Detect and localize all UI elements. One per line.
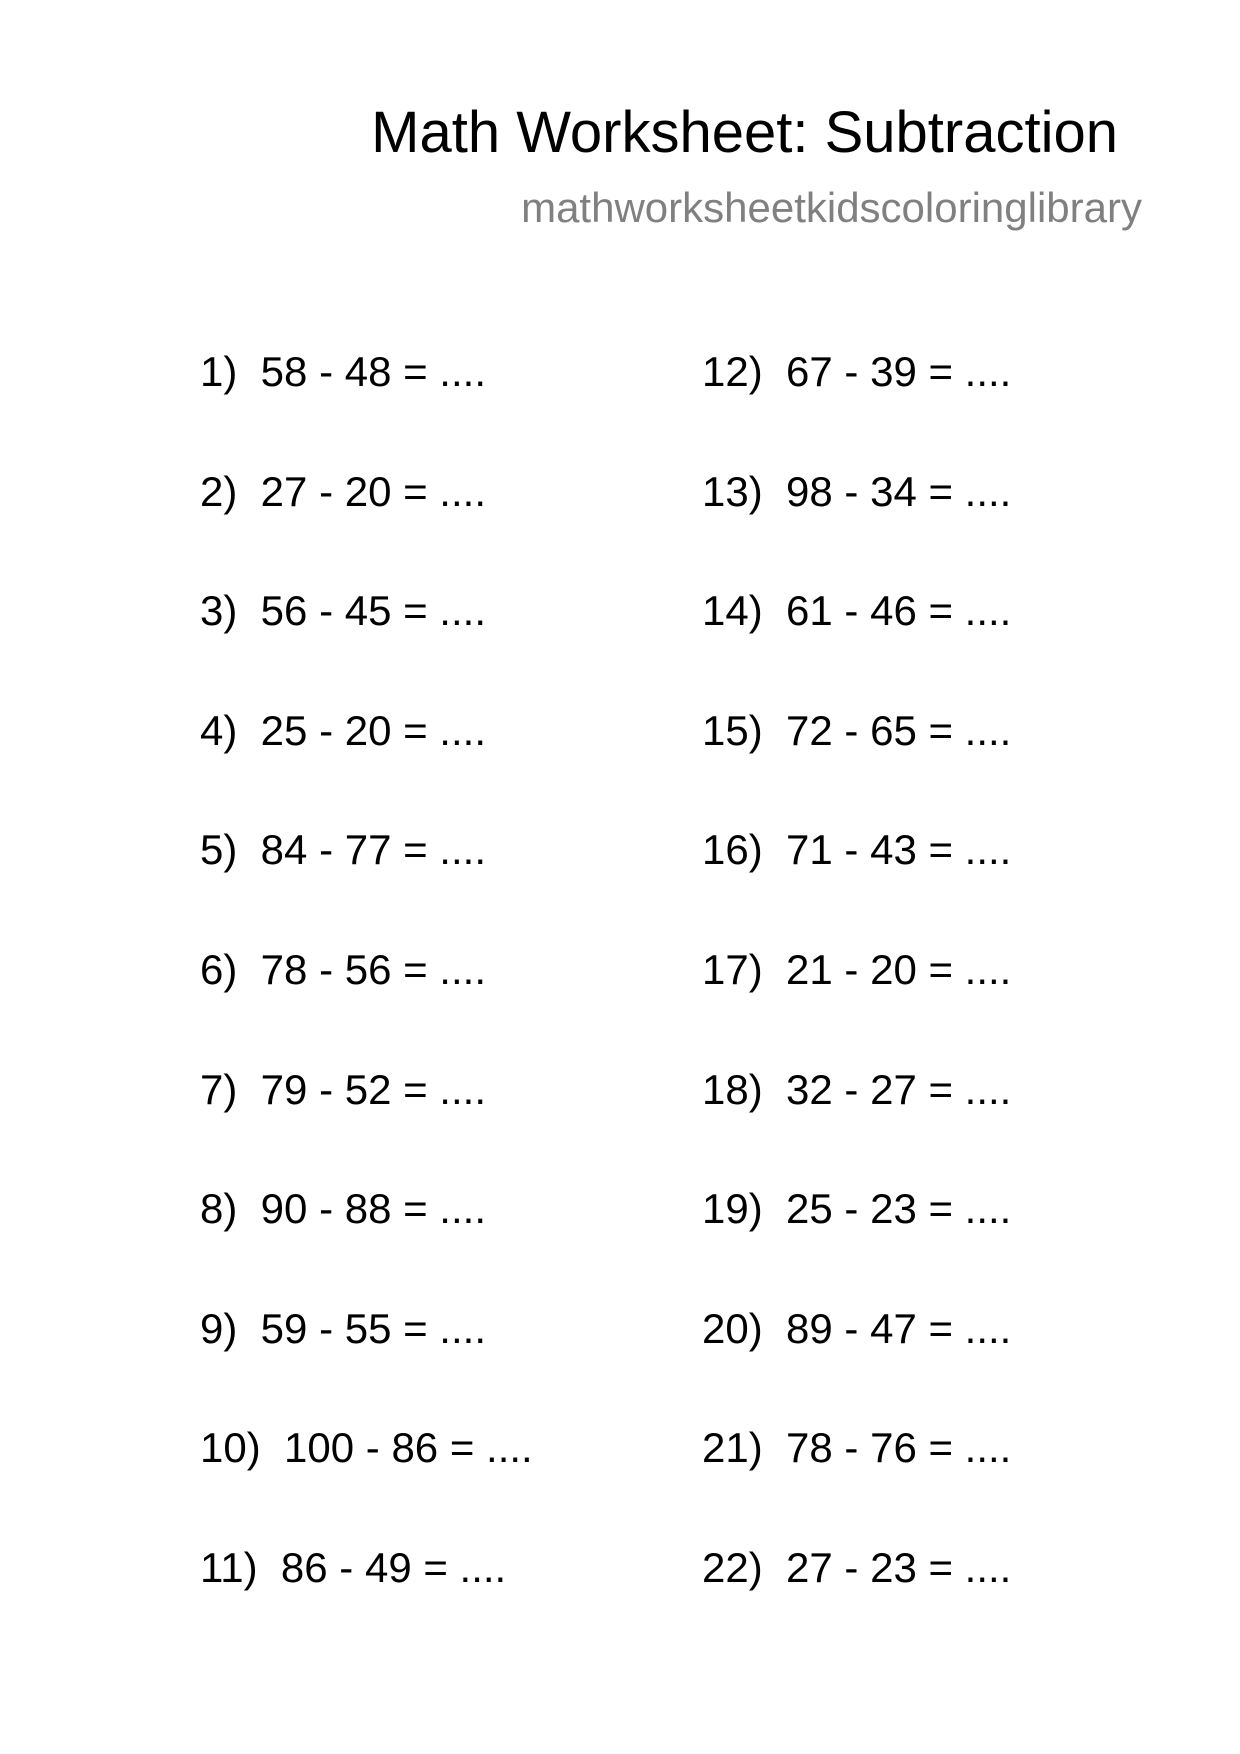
problem-item: 13) 98 - 34 = .... bbox=[702, 468, 1012, 515]
problem-item: 6) 78 - 56 = .... bbox=[200, 946, 486, 993]
problem-item: 16) 71 - 43 = .... bbox=[702, 826, 1012, 873]
site-watermark: mathworksheetkidscoloringlibrary bbox=[521, 184, 1142, 231]
problem-item: 5) 84 - 77 = .... bbox=[200, 826, 486, 873]
problem-item: 18) 32 - 27 = .... bbox=[702, 1066, 1012, 1113]
problem-item: 3) 56 - 45 = .... bbox=[200, 587, 486, 634]
problem-item: 8) 90 - 88 = .... bbox=[200, 1185, 486, 1232]
problem-item: 21) 78 - 76 = .... bbox=[702, 1424, 1012, 1471]
problem-item: 1) 58 - 48 = .... bbox=[200, 348, 486, 395]
problem-item: 7) 79 - 52 = .... bbox=[200, 1066, 486, 1113]
problem-item: 10) 100 - 86 = .... bbox=[200, 1424, 533, 1471]
problem-item: 14) 61 - 46 = .... bbox=[702, 587, 1012, 634]
problem-item: 11) 86 - 49 = .... bbox=[200, 1544, 507, 1591]
problem-item: 4) 25 - 20 = .... bbox=[200, 707, 486, 754]
problem-item: 19) 25 - 23 = .... bbox=[702, 1185, 1012, 1232]
problem-item: 12) 67 - 39 = .... bbox=[702, 348, 1012, 395]
problem-item: 9) 59 - 55 = .... bbox=[200, 1305, 486, 1352]
problem-item: 20) 89 - 47 = .... bbox=[702, 1305, 1012, 1352]
problem-item: 15) 72 - 65 = .... bbox=[702, 707, 1012, 754]
problem-item: 22) 27 - 23 = .... bbox=[702, 1544, 1012, 1591]
page-title: Math Worksheet: Subtraction bbox=[371, 100, 1118, 165]
problem-item: 17) 21 - 20 = .... bbox=[702, 946, 1012, 993]
problem-item: 2) 27 - 20 = .... bbox=[200, 468, 486, 515]
